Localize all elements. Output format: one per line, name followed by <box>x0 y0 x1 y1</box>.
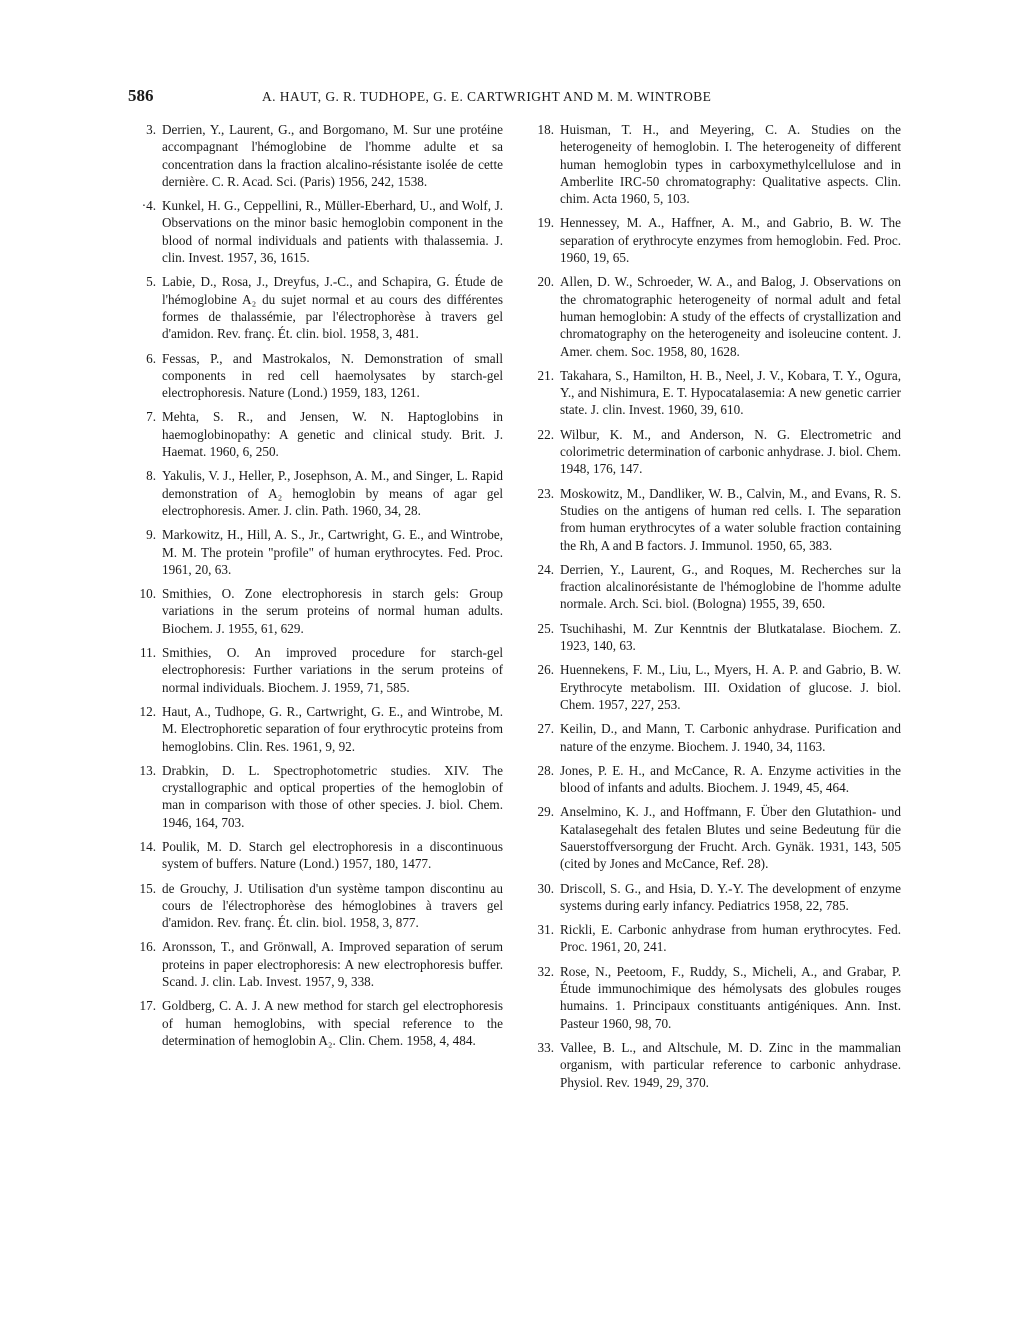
reference-number: 21. <box>537 367 554 383</box>
reference-item <box>524 720 901 755</box>
reference-text: Rickli, E. Carbonic anhydrase from human erythrocytes. Fed. Proc. 1961, 20, 241. <box>560 922 901 955</box>
reference-number: 12. <box>139 703 156 719</box>
reference-item <box>126 526 503 578</box>
reference-number: 13. <box>139 762 156 778</box>
reference-text: Huisman, T. H., and Meyering, C. A. Studies on the heterogeneity of hemoglobin. I. The heterogeneity of different human hemoglobin types in carboxymethylcellulose and in Amberlite IRC-50 chromatography: Qualitative aspects. Clin. chim. Acta 1960, 5, 103. <box>560 122 901 207</box>
reference-number: 17. <box>139 998 156 1014</box>
reference-text: Mehta, S. R., and Jensen, W. N. Haptoglobins in haemoglobinopathy: A genetic and clinical study. Brit. J. Haemat. 1960, 6, 250. <box>162 409 503 460</box>
reference-number: 23. <box>537 485 554 501</box>
reference-item <box>524 921 901 956</box>
reference-text: Takahara, S., Hamilton, H. B., Neel, J. V., Kobara, T. Y., Ogura, Y., and Nishimura, E. T. Hypocatalasemia: A new genetic carrier state. J. clin. Invest. 1960, 39, 610. <box>560 367 901 418</box>
reference-item <box>126 644 503 696</box>
reference-number: 6. <box>146 350 156 366</box>
reference-number: 24. <box>537 561 554 577</box>
reference-text: Rose, N., Peetoom, F., Ruddy, S., Micheli, A., and Grabar, P. Étude immunochimique des hémolysats des globules rouges humains. 1. Principaux constituants antigéniques. Ann. Inst. Pasteur 1960, 98, 70. <box>560 963 901 1031</box>
reference-item <box>524 620 901 655</box>
reference-text: Goldberg, C. A. J. A new method for starch gel electrophoresis of human hemoglobins, with special reference to the determination of hemoglobin A₂. Clin. Chem. 1958, 4, 484. <box>162 998 503 1048</box>
reference-item <box>524 426 901 478</box>
reference-item <box>524 121 901 207</box>
reference-text: Smithies, O. An improved procedure for starch-gel electrophoresis: Further variations in the serum proteins of normal individuals. Biochem. J. 1959, 71, 585. <box>162 645 503 695</box>
reference-number: 10. <box>139 586 156 602</box>
reference-number: 33. <box>537 1039 554 1055</box>
reference-text: Huennekens, F. M., Liu, L., Myers, H. A. P. and Gabrio, B. W. Erythrocyte metabolism. III. Oxidation of glucose. J. biol. Chem. 1957, 227, 253. <box>560 662 901 712</box>
reference-text: Vallee, B. L., and Altschule, M. D. Zinc in the mammalian organism, with particular reference to carbonic anhydrase. Physiol. Rev. 1949, 29, 370. <box>560 1039 901 1090</box>
reference-text: Kunkel, H. G., Ceppellini, R., Müller-Eberhard, U., and Wolf, J. Observations on the minor basic hemoglobin component in the blood of normal individuals and patients with thalassemia. J. clin. Invest. 1957, 36, 1615. <box>162 198 503 266</box>
reference-number: 29. <box>537 804 554 820</box>
reference-item <box>126 197 503 266</box>
reference-item <box>126 273 503 342</box>
reference-text: Wilbur, K. M., and Anderson, N. G. Electrometric and colorimetric determination of carbonic anhydrase. J. biol. Chem. 1948, 176, 147. <box>560 426 901 477</box>
reference-item <box>524 214 901 266</box>
reference-text: Anselmino, K. J., and Hoffmann, F. Über den Glutathion- und Katalasegehalt des fetalen Blutes und seine Bedeutung für die Sauerstoffversorgung der Frucht. Arch. Gynäk. 1931, 143, 505 (cited by Jones and McCance, Ref. 28). <box>560 804 901 872</box>
reference-number: 5. <box>146 274 156 290</box>
reference-item <box>126 350 503 402</box>
reference-text: Moskowitz, M., Dandliker, W. B., Calvin, M., and Evans, R. S. Studies on the antigens of human red cells. I. The separation from human erythrocytes of a water soluble fraction containing the Rh, A and B factors. J. Immunol. 1950, 65, 383. <box>560 485 901 553</box>
reference-number: 18. <box>537 122 554 137</box>
reference-item <box>524 762 901 797</box>
reference-item <box>126 121 503 190</box>
page-number: 586 <box>128 86 154 105</box>
reference-item <box>126 938 503 990</box>
reference-number: 22. <box>537 426 554 442</box>
reference-number: 25. <box>537 620 554 636</box>
reference-number: 7. <box>146 409 156 425</box>
reference-item <box>126 703 503 755</box>
reference-text: Tsuchihashi, M. Zur Kenntnis der Blutkatalase. Biochem. Z. 1923, 140, 63. <box>560 620 901 654</box>
reference-text: Poulik, M. D. Starch gel electrophoresis in a discontinuous system of buffers. Nature (Lond.) 1957, 180, 1477. <box>162 838 503 872</box>
reference-text: Keilin, D., and Mann, T. Carbonic anhydrase. Purification and nature of the enzyme. Biochem. J. 1940, 34, 1163. <box>560 721 901 754</box>
references-left-column <box>126 121 503 1056</box>
reference-item <box>524 561 901 613</box>
reference-number: 9. <box>146 527 156 543</box>
reference-number: 19. <box>537 215 554 231</box>
reference-number: 26. <box>537 662 554 678</box>
reference-number: ·4. <box>141 198 156 214</box>
reference-item <box>126 880 503 932</box>
reference-number: 15. <box>139 880 156 896</box>
reference-number: 32. <box>537 963 554 979</box>
reference-item <box>126 838 503 873</box>
reference-number: 11. <box>140 645 156 661</box>
reference-number: 16. <box>139 939 156 955</box>
reference-text: de Grouchy, J. Utilisation d'un système tampon discontinu au cours de l'électrophorèse des hémoglobines à travers gel d'amidon. Rev. franç. Ét. clin. biol. 1958, 3, 877. <box>162 880 503 931</box>
reference-number: 27. <box>537 721 554 737</box>
reference-text: Derrien, Y., Laurent, G., and Borgomano, M. Sur une protéine accompagnant l'hémoglobine de l'homme adulte et sa concentration dans la fraction alcalino-résistante isolée de cette dernière. C. R. Acad. Sci. (Paris) 1956, 242, 1538. <box>162 122 503 189</box>
reference-text: Labie, D., Rosa, J., Dreyfus, J.-C., and Schapira, G. Étude de l'hémoglobine A₂ du sujet normal et au cours des différentes formes de thalassémie, par l'électrophorèse à travers gel d'amidon. Rev. franç. Ét. clin. biol. 1958, 3, 481. <box>162 274 503 342</box>
reference-text: Driscoll, S. G., and Hsia, D. Y.-Y. The development of enzyme systems during early infancy. Pediatrics 1958, 22, 785. <box>560 880 901 913</box>
reference-number: 3. <box>146 122 156 137</box>
reference-number: 14. <box>139 838 156 854</box>
reference-item <box>126 997 503 1049</box>
reference-item <box>524 880 901 915</box>
reference-text: Allen, D. W., Schroeder, W. A., and Balog, J. Observations on the chromatographic heterogeneity of normal adult and fetal human hemoglobin: A study of the effects of crystallization and chromatography on the heterogeneity and isoleucine content. J. Amer. chem. Soc. 1958, 80, 1628. <box>560 274 901 359</box>
reference-item <box>524 803 901 872</box>
reference-item <box>524 661 901 713</box>
reference-text: Yakulis, V. J., Heller, P., Josephson, A. M., and Singer, L. Rapid demonstration of A₂ hemoglobin by means of agar gel electrophoresis. Amer. J. clin. Path. 1960, 34, 28. <box>162 468 503 518</box>
reference-number: 31. <box>537 922 554 938</box>
reference-text: Jones, P. E. H., and McCance, R. A. Enzyme activities in the blood of infants and adults. Biochem. J. 1949, 45, 464. <box>560 762 901 796</box>
reference-item <box>524 485 901 554</box>
reference-text: Drabkin, D. L. Spectrophotometric studies. XIV. The crystallographic and optical properties of the hemoglobin of man in comparison with those of other species. J. biol. Chem. 1946, 164, 703. <box>162 762 503 830</box>
reference-item <box>524 1039 901 1091</box>
reference-item <box>126 762 503 831</box>
reference-number: 8. <box>146 468 156 484</box>
reference-text: Markowitz, H., Hill, A. S., Jr., Cartwright, G. E., and Wintrobe, M. M. The protein "profile" of human erythrocytes. Fed. Proc. 1961, 20, 63. <box>162 527 503 577</box>
reference-text: Haut, A., Tudhope, G. R., Cartwright, G. E., and Wintrobe, M. M. Electrophoretic separation of four erythrocytic proteins from hemoglobins. Clin. Res. 1961, 9, 92. <box>162 703 503 754</box>
reference-item <box>126 408 503 460</box>
reference-text: Aronsson, T., and Grönwall, A. Improved separation of serum proteins in paper electrophoresis: A new electrophoresis buffer. Scand. J. clin. Lab. Invest. 1957, 9, 338. <box>162 939 503 990</box>
references-right-column <box>524 121 901 1098</box>
reference-text: Derrien, Y., Laurent, G., and Roques, M. Recherches sur la fraction alcalinorésistante de l'hémoglobine de l'homme adulte normale. Arch. Sci. biol. (Bologna) 1955, 39, 650. <box>560 561 901 612</box>
running-head: A. HAUT, G. R. TUDHOPE, G. E. CARTWRIGHT AND M. M. WINTROBE <box>262 89 712 104</box>
reference-number: 30. <box>537 880 554 896</box>
reference-item <box>126 585 503 637</box>
reference-item <box>126 467 503 519</box>
reference-text: Fessas, P., and Mastrokalos, N. Demonstration of small components in red cell haemolysates by starch-gel electrophoresis. Nature (Lond.) 1959, 183, 1261. <box>162 350 503 401</box>
reference-item <box>524 367 901 419</box>
reference-number: 28. <box>537 762 554 778</box>
reference-item <box>524 273 901 359</box>
reference-item <box>524 963 901 1032</box>
reference-text: Hennessey, M. A., Haffner, A. M., and Gabrio, B. W. The separation of erythrocyte enzymes from hemoglobin. Fed. Proc. 1960, 19, 65. <box>560 215 901 266</box>
reference-text: Smithies, O. Zone electrophoresis in starch gels: Group variations in the serum proteins of normal human adults. Biochem. J. 1955, 61, 629. <box>162 586 503 636</box>
reference-number: 20. <box>537 274 554 290</box>
